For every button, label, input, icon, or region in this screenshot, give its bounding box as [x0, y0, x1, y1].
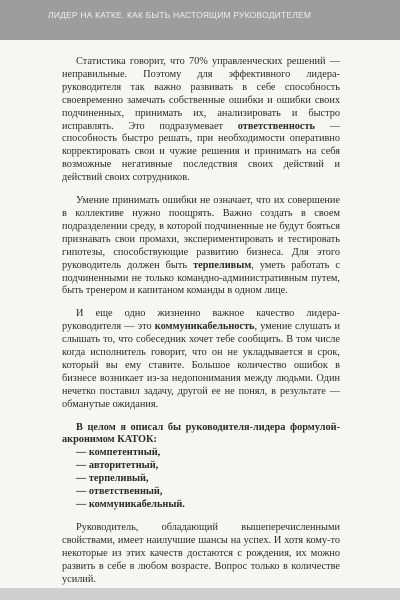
paragraph-1 — [62, 56, 340, 185]
katok-list — [62, 447, 340, 512]
paragraph-5: Руководитель, обладающий вышеперечисленными свойствами, имеет наилучшие шансы на успех. И хотя кому-то некоторые из этих качеств достаются с рождения, их можно развить в себе в любом возрасте. Вопрос только в количестве усилий. — [62, 521, 340, 585]
paragraph-3-part-c: , умение слушать и слышать то, что собеседник хочет тебе сообщить. В том числе когда исполнитель говорит, что он не укладывается в срок, который вы ему ставите. Большое количество ошибок в бизнесе возникает из-за недопонимания между людьми. Один нечетко поставил задачу, другой ее не понял, в результате — обманутые ожидания. — [62, 321, 340, 410]
list-item: — компетентный, — [76, 447, 161, 459]
paragraph-3 — [62, 308, 340, 411]
list-item: — коммуникабельный. — [76, 499, 185, 510]
paragraph-4 — [62, 422, 340, 448]
paragraph-1-part-a: Статистика говорит, что 70% управленческих решений — неправильные. Поэтому для эффективного лидера-руководителя так важно развивать в себе способность своевременно замечать собственные ошибки и ошибки своих подчиненных, принимать их, анализировать и быстро исправлять. Это подразумевает — [62, 56, 340, 132]
list-item: — авторитетный, — [76, 460, 159, 472]
paragraph-2-part-a: Умение принимать ошибки не означает, что их совершение в коллективе нужно поощрять. Важно создать в своем подразделении среду, в которой подчиненные не будут бояться признавать свои промахи, экспериментировать и тестировать гипотезы, способствующие развитию бизнеса. Для этого руководитель должен быть — [62, 195, 340, 271]
page-bottom-edge — [0, 588, 400, 600]
body-text — [62, 56, 340, 586]
keyword-otvetstvennost: ответственность — [237, 120, 315, 132]
paragraph-3-part-a: И еще одно жизненно важное качество лидера-руководителя — это — [62, 308, 340, 333]
page-header — [0, 0, 400, 40]
keyword-terpelivym: терпеливым — [193, 259, 252, 271]
paragraph-2 — [62, 195, 340, 298]
paragraph-1-part-c: — способность быстро решать, при необходимости оперативно корректировать свои и чужие решения и принимать на себя возможные негативные последствия своих действий и действий своих сотрудников. — [62, 120, 340, 184]
keyword-kommunikabelnost: коммуникабельность — [154, 321, 255, 333]
list-item: — терпеливый, — [76, 473, 149, 485]
list-item: — ответственный, — [76, 486, 163, 498]
katok-formula-intro: В целом я описал бы руководителя-лидера формулой-акронимом КАТОК: — [62, 421, 340, 446]
paragraph-2-part-c: , уметь работать с подчиненными не только командно-административным путем, быть тренером и капитаном команды в одном лице. — [62, 259, 340, 297]
running-title: ЛИДЕР НА КАТКЕ. КАК БЫТЬ НАСТОЯЩИМ РУКОВОДИТЕЛЕМ — [48, 10, 312, 20]
